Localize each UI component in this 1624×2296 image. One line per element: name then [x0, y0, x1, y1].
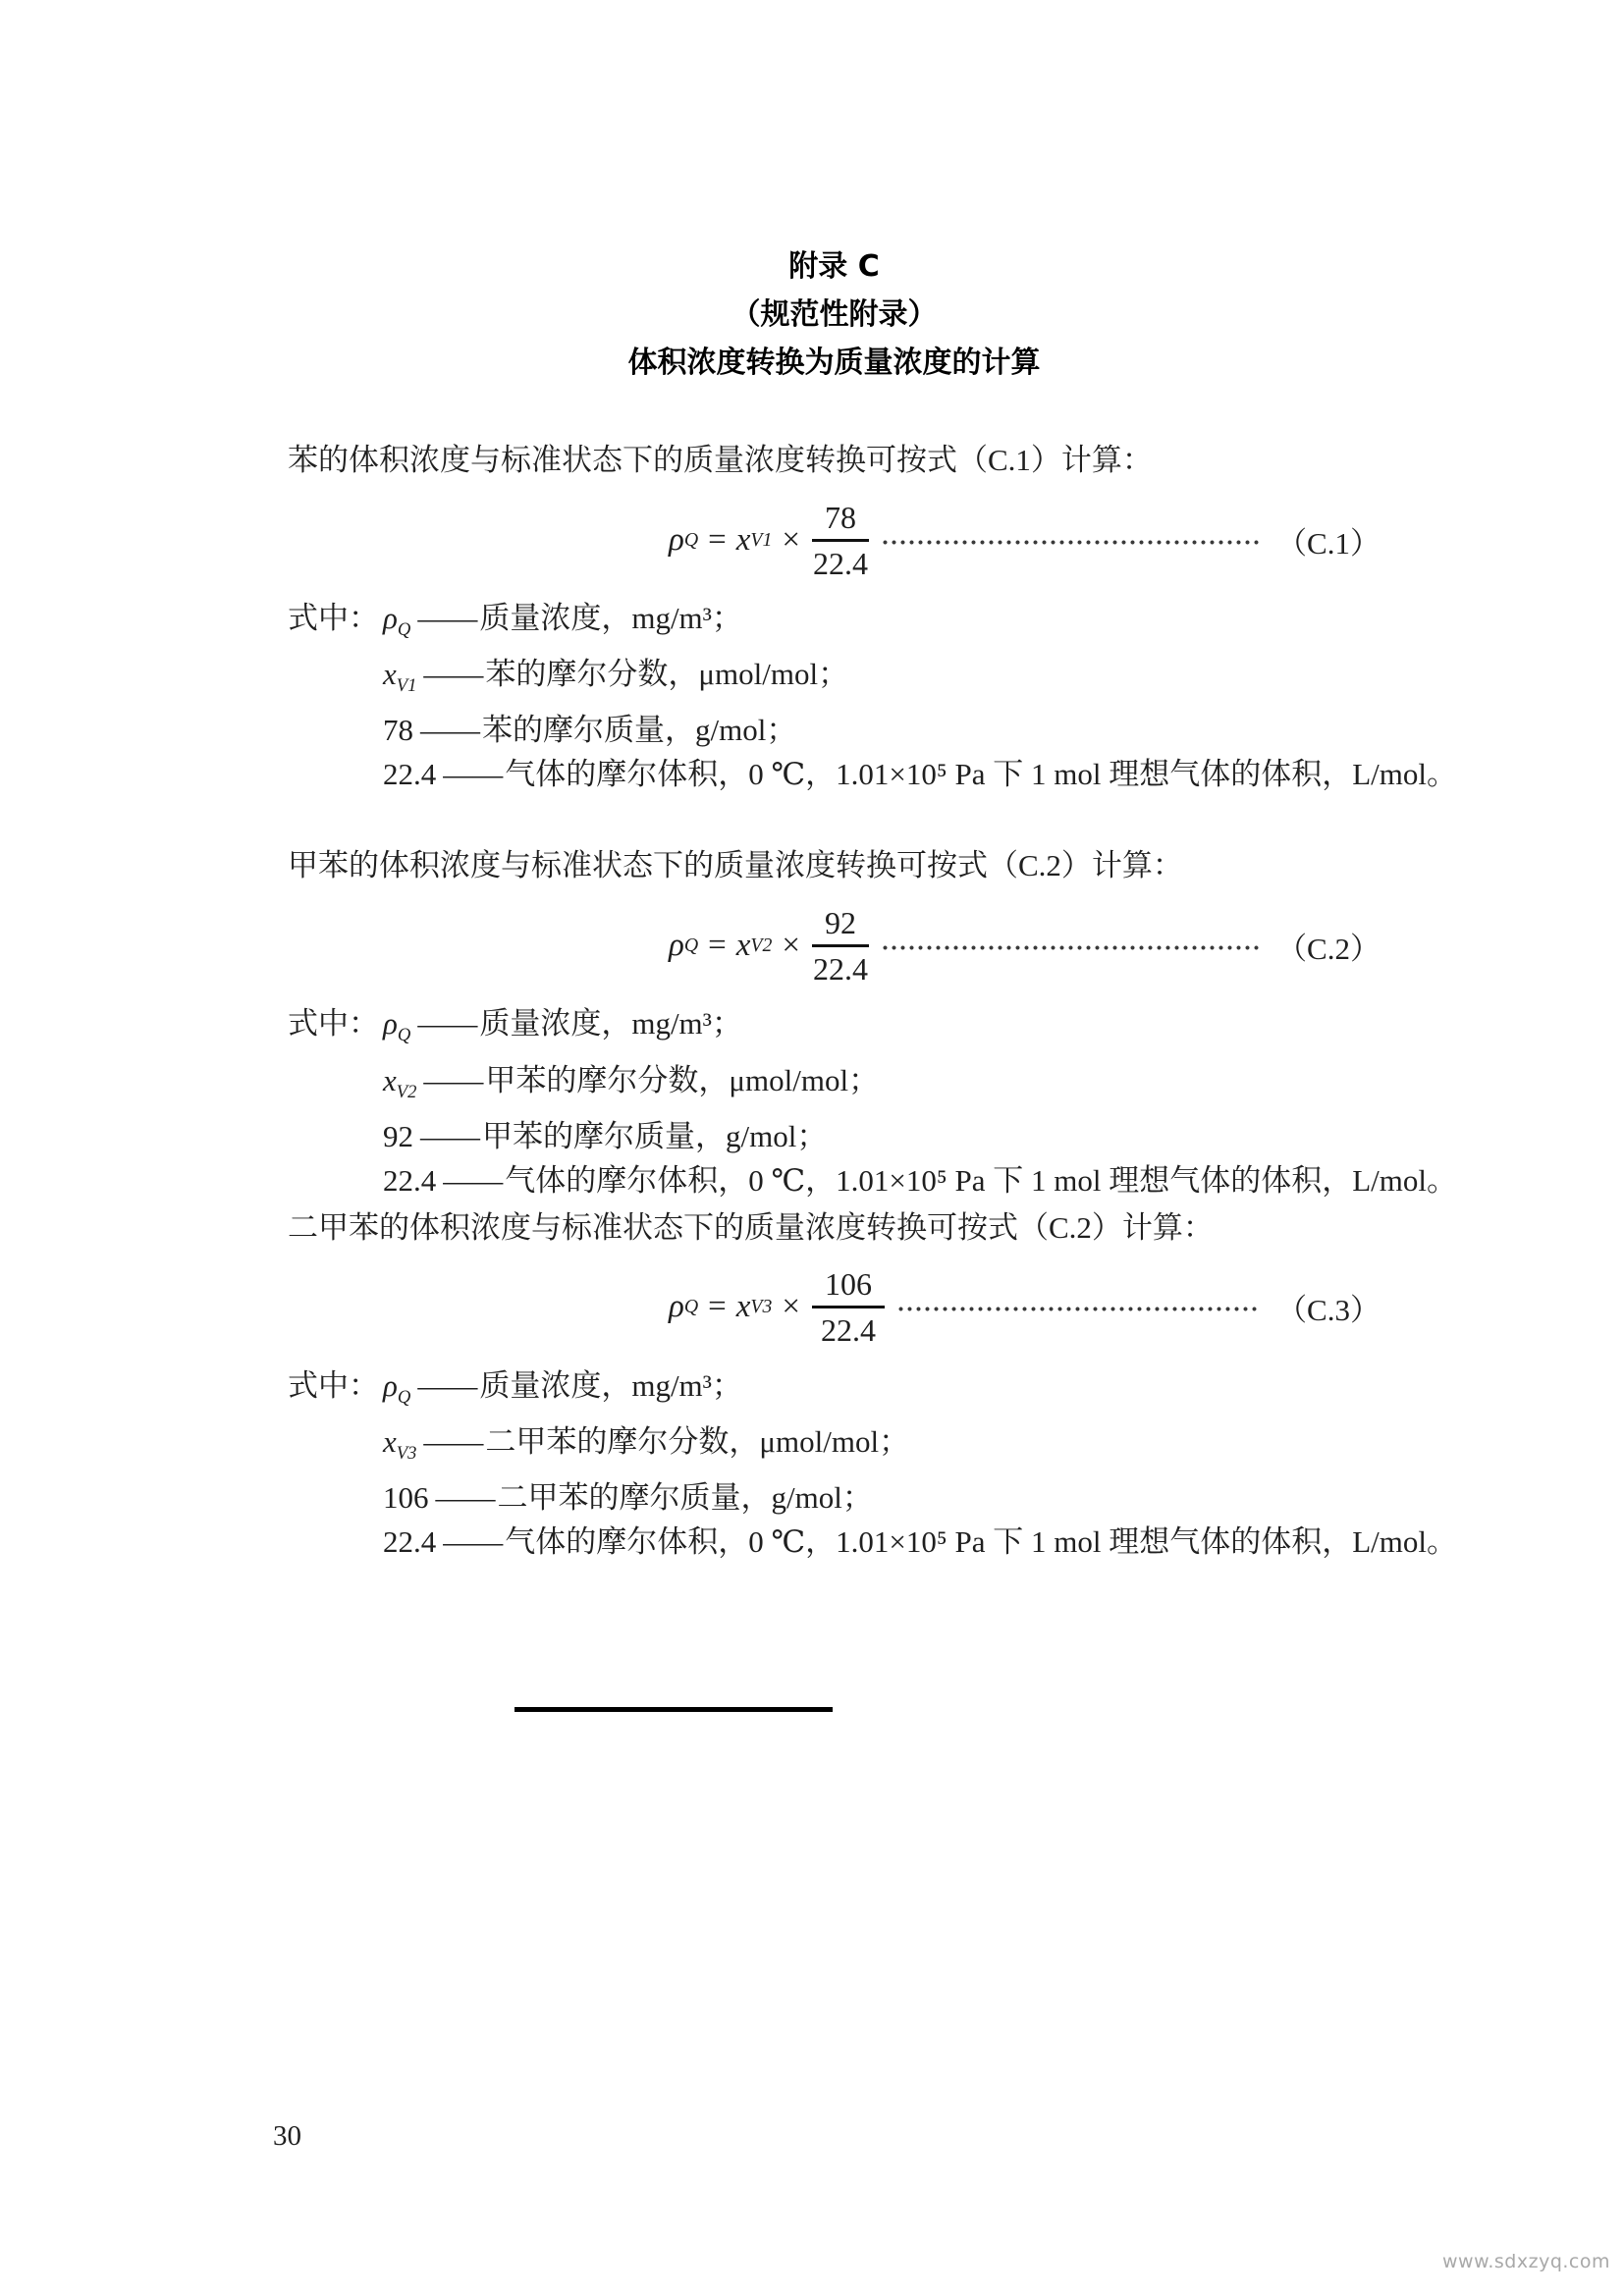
definition-description: 气体的摩尔体积，0 ℃，1.01×10⁵ Pa 下 1 mol 理想气体的体积，L/mol。 — [505, 1524, 1457, 1560]
rho-symbol: ρ — [669, 927, 684, 963]
definition-row — [288, 1419, 1380, 1475]
definition-description: 苯的摩尔分数，μmol/mol； — [485, 657, 849, 692]
equals-sign: = — [708, 1289, 727, 1325]
definition-description: 质量浓度，mg/m³； — [479, 601, 742, 635]
title-block — [288, 0, 1380, 387]
rho-subscript: Q — [683, 528, 699, 551]
x-subscript: V1 — [750, 528, 773, 551]
definition-dash: —— — [443, 1162, 503, 1198]
page-content — [288, 0, 1457, 1712]
end-rule — [514, 1707, 833, 1712]
rho-subscript: Q — [683, 1296, 699, 1318]
dot-leader — [883, 540, 1261, 545]
formula-label: （C.3） — [1276, 1293, 1380, 1328]
equation — [669, 1266, 885, 1348]
equation — [669, 905, 869, 987]
definition-term-subscript: Q — [397, 1386, 411, 1408]
definition-dash: —— — [443, 1524, 503, 1560]
definition-description: 气体的摩尔体积，0 ℃，1.01×10⁵ Pa 下 1 mol 理想气体的体积，L/mol。 — [505, 757, 1457, 792]
times-sign: × — [782, 927, 801, 963]
definition-term-subscript: Q — [397, 1025, 411, 1046]
section-benzene — [288, 438, 1457, 796]
definition-term: ρ — [383, 1006, 398, 1041]
definition-row — [288, 1114, 1380, 1158]
fraction — [812, 905, 869, 987]
definition-list — [288, 1363, 1457, 1564]
definition-dash: —— — [417, 1006, 477, 1041]
where-label: 式中： — [288, 1367, 379, 1403]
fraction — [812, 1266, 885, 1348]
definition-term: ρ — [383, 1367, 398, 1403]
fraction-denominator: 22.4 — [821, 1312, 877, 1349]
fraction-denominator: 22.4 — [813, 950, 869, 987]
fraction-numerator: 92 — [812, 905, 869, 947]
definition-term: 22.4 — [383, 1162, 437, 1198]
definition-dash: —— — [420, 713, 479, 748]
equals-sign: = — [708, 927, 727, 963]
dot-leader — [898, 1307, 1261, 1311]
definition-term: x — [383, 1423, 397, 1459]
definition-row — [288, 1001, 1380, 1057]
x-symbol: x — [735, 521, 751, 558]
definition-term-subscript: Q — [397, 619, 411, 641]
definition-description: 质量浓度，mg/m³； — [479, 1367, 742, 1403]
definition-row — [288, 1058, 1380, 1114]
fraction — [812, 500, 869, 581]
definition-dash: —— — [417, 601, 477, 635]
section-intro: 苯的体积浓度与标准状态下的质量浓度转换可按式（C.1）计算： — [288, 443, 1153, 477]
formula-label: （C.2） — [1276, 931, 1380, 966]
x-subscript: V2 — [750, 934, 773, 956]
definition-term-subscript: V2 — [396, 1081, 417, 1102]
definition-row — [288, 1363, 1380, 1419]
definition-description: 二甲苯的摩尔分数，μmol/mol； — [485, 1423, 910, 1459]
definition-row — [288, 1475, 1380, 1520]
x-symbol: x — [735, 1289, 751, 1325]
rho-symbol: ρ — [669, 1289, 684, 1325]
definition-term: 92 — [383, 1118, 413, 1153]
appendix-title: 附录 C — [788, 249, 880, 284]
definition-description: 甲苯的摩尔分数，μmol/mol； — [485, 1062, 880, 1097]
x-symbol: x — [735, 927, 751, 963]
definition-row — [288, 652, 1380, 708]
x-subscript: V3 — [750, 1296, 773, 1318]
where-label: 式中： — [288, 601, 379, 635]
definition-dash: —— — [423, 657, 483, 692]
definition-row — [288, 1520, 1457, 1564]
formula-line — [288, 490, 1380, 590]
definition-term: 78 — [383, 713, 413, 748]
definition-list — [288, 1001, 1457, 1201]
times-sign: × — [782, 1289, 801, 1325]
definition-row — [288, 596, 1380, 652]
fraction-numerator: 78 — [812, 500, 869, 542]
definition-term: 22.4 — [383, 757, 437, 792]
appendix-subtitle: （规范性附录） — [731, 297, 938, 332]
equation — [669, 500, 869, 581]
appendix-heading: 体积浓度转换为质量浓度的计算 — [627, 346, 1041, 380]
formula-label: （C.1） — [1276, 525, 1380, 561]
times-sign: × — [782, 521, 801, 558]
page-number: 30 — [273, 2120, 301, 2152]
definition-description: 甲苯的摩尔质量，g/mol； — [482, 1118, 828, 1153]
section-intro: 甲苯的体积浓度与标准状态下的质量浓度转换可按式（C.2）计算： — [288, 848, 1183, 883]
equals-sign: = — [708, 521, 727, 558]
section-xylene — [288, 1205, 1457, 1564]
definition-row — [288, 752, 1457, 796]
definition-term: 22.4 — [383, 1524, 437, 1560]
formula-line — [288, 1257, 1380, 1358]
definition-term-subscript: V1 — [396, 675, 417, 697]
definition-term-subscript: V3 — [396, 1443, 417, 1465]
section-intro: 二甲苯的体积浓度与标准状态下的质量浓度转换可按式（C.2）计算： — [288, 1209, 1214, 1245]
formula-line — [288, 895, 1380, 995]
definition-dash: —— — [420, 1118, 479, 1153]
definition-list — [288, 596, 1457, 796]
definition-row — [288, 708, 1380, 752]
definition-term: 106 — [383, 1480, 429, 1516]
rho-symbol: ρ — [669, 521, 684, 558]
definition-term: x — [383, 1062, 397, 1097]
definition-dash: —— — [417, 1367, 477, 1403]
definition-description: 气体的摩尔体积，0 ℃，1.01×10⁵ Pa 下 1 mol 理想气体的体积，L/mol。 — [505, 1162, 1457, 1198]
definition-dash: —— — [423, 1062, 483, 1097]
watermark: www.sdxzyq.com — [1441, 2251, 1610, 2272]
definition-term: ρ — [383, 601, 398, 635]
fraction-denominator: 22.4 — [813, 545, 869, 581]
fraction-numerator: 106 — [812, 1266, 885, 1308]
definition-description: 苯的摩尔质量，g/mol； — [482, 713, 797, 748]
where-label: 式中： — [288, 1006, 379, 1041]
section-toluene — [288, 843, 1457, 1201]
definition-description: 二甲苯的摩尔质量，g/mol； — [497, 1480, 873, 1516]
definition-description: 质量浓度，mg/m³； — [479, 1006, 742, 1041]
definition-dash: —— — [435, 1480, 495, 1516]
definition-row — [288, 1158, 1457, 1202]
definition-term: x — [383, 657, 397, 692]
definition-dash: —— — [443, 757, 503, 792]
rho-subscript: Q — [683, 934, 699, 956]
dot-leader — [883, 945, 1261, 950]
definition-dash: —— — [423, 1423, 483, 1459]
